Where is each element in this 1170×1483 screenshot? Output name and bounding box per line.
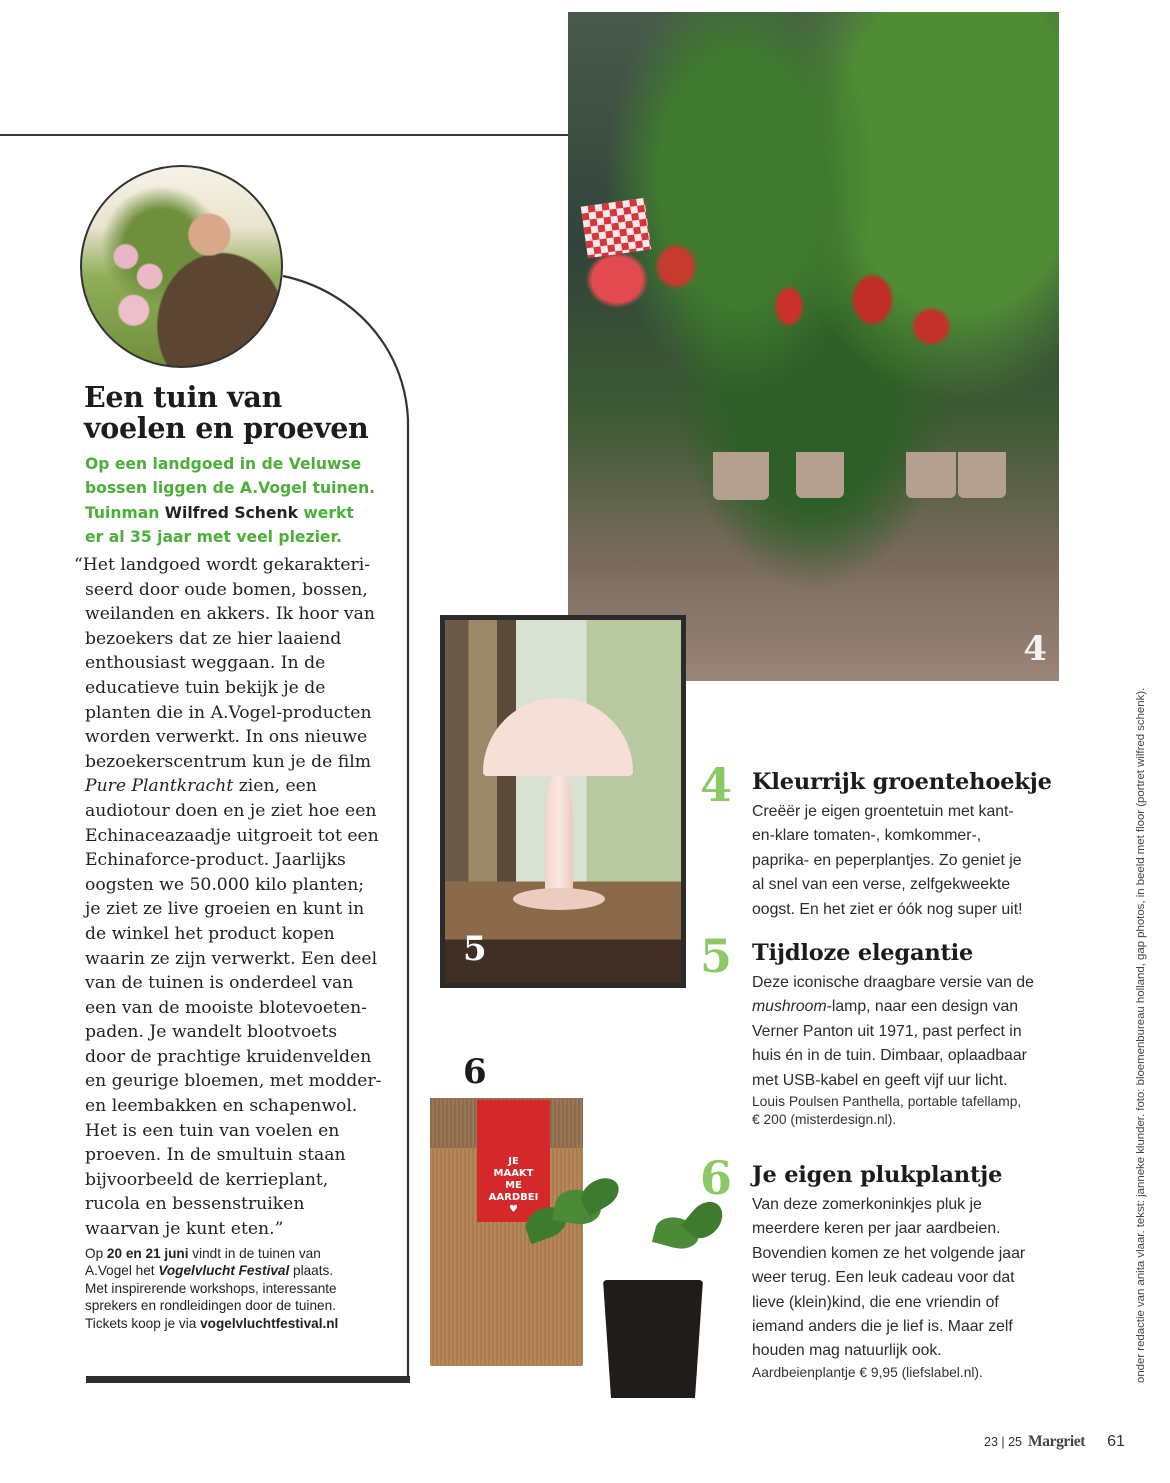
body-text: zien, een — [233, 776, 317, 797]
body-line: bijvoorbeeld de kerrieplant, — [85, 1169, 329, 1190]
event-text: Tickets koop je via — [85, 1315, 201, 1331]
item-title: Tijdloze elegantie — [752, 940, 974, 966]
body-line: paden. Je wandelt blootvoets — [85, 1022, 338, 1043]
item-body-line: iemand anders die je lief is. Maar zelf — [752, 1318, 1013, 1336]
event-line — [85, 1262, 405, 1279]
item-credit — [752, 1364, 1072, 1382]
body-line: oogsten we 50.000 kilo planten; — [85, 874, 365, 895]
item-number: 5 — [700, 929, 733, 983]
item-body-line: Verner Panton uit 1971, past perfect in — [752, 1022, 1022, 1040]
article-body-quote — [74, 553, 404, 1242]
headline-line-1: Een tuin van — [84, 380, 283, 414]
item-body-line: Deze iconische draagbare versie van de — [752, 974, 1034, 991]
body-line: worden verwerkt. In ons nieuwe — [85, 727, 368, 748]
photo-text-credits: onder redactie van anita vlaar. tekst: janneke klunder. foto: bloemenbureau holland, gap photos, in beeld met floor (portret wilfred schenk). — [1135, 687, 1147, 1383]
body-line: bezoekers dat ze hier laaiend — [85, 628, 342, 649]
body-line: planten die in A.Vogel-producten — [85, 702, 372, 723]
item-body-line: huis én in de tuin. Dimbaar, oplaadbaar — [752, 1047, 1027, 1065]
event-line — [85, 1245, 405, 1262]
item-body-line: en-klare tomaten-, komkommer-, — [752, 827, 982, 845]
intro-line: er al 35 jaar met veel plezier. — [85, 528, 342, 547]
item-body-line: met USB-kabel en geeft vijf uur licht. — [752, 1071, 1008, 1089]
body-line: en leembakken en schapenwol. — [85, 1096, 358, 1117]
body-line: proeven. In de smultuin staan — [85, 1145, 346, 1166]
body-line: de winkel het product kopen — [85, 923, 335, 944]
bag-label-text: AARDBEI — [488, 1192, 539, 1203]
body-line: weilanden en akkers. Ik hoor van — [85, 604, 375, 625]
body-line: audiotour doen en je ziet hoe een — [85, 800, 377, 821]
event-info — [85, 1245, 405, 1332]
credit-line: Aardbeienplantje € 9,95 (liefslabel.nl). — [752, 1364, 983, 1380]
intro-person-name: Wilfred Schenk — [164, 503, 298, 522]
article-intro — [85, 452, 405, 550]
headline-line-2: voelen en proeven — [84, 411, 369, 445]
item-number: 4 — [700, 758, 733, 812]
frame-bottom-bar — [86, 1376, 410, 1383]
body-line: van de tuinen is onderdeel van — [85, 973, 354, 994]
item-body-line: al snel van een verse, zelfgekweekte — [752, 876, 1011, 894]
lamp-base — [513, 888, 605, 910]
item-body-line — [752, 995, 1072, 1019]
body-line: rucola en bessenstruiken — [85, 1194, 305, 1215]
item-body-line: weer terug. Een leuk cadeau voor dat — [752, 1269, 1015, 1287]
item-body-line: houden mag natuurlijk ook. — [752, 1342, 942, 1360]
body-line: “Het landgoed wordt gekarakteri- — [74, 555, 371, 575]
bag-label-text: MAAKT — [493, 1168, 534, 1179]
bag-label-text: JE — [508, 1156, 519, 1167]
body-line: waarvan je kunt eten.” — [85, 1219, 284, 1240]
item-title: Je eigen plukplantje — [752, 1162, 1003, 1188]
flower-pot — [958, 452, 1006, 498]
credit-line: Louis Poulsen Panthella, portable tafellamp, — [752, 1094, 1022, 1110]
body-line: Echinaforce-product. Jaarlijks — [85, 850, 346, 871]
magazine-logo: Margriet — [1028, 1433, 1086, 1450]
credit-line: € 200 (misterdesign.nl). — [752, 1112, 897, 1128]
photo-vegetable-corner — [568, 12, 1059, 681]
body-line: Echinaceazaadje uitgroeit tot een — [85, 825, 379, 846]
body-line: educatieve tuin bekijk je de — [85, 677, 326, 698]
heart-icon: ♥ — [509, 1204, 518, 1215]
item-body-line: oogst. En het ziet er óók nog super uit! — [752, 900, 1023, 918]
strawberry-plant — [525, 1180, 715, 1400]
body-line: bezoekerscentrum kun je de film — [85, 751, 372, 772]
flower-pot — [713, 452, 769, 500]
intro-text: Tuinman — [85, 503, 165, 522]
event-dates: 20 en 21 juni — [106, 1246, 189, 1261]
intro-line — [85, 501, 405, 525]
festival-name: Vogelvlucht Festival — [158, 1263, 290, 1279]
body-line: seerd door oude bomen, bossen, — [85, 579, 368, 600]
event-line: sprekers en rondleidingen door de tuinen. — [85, 1298, 336, 1314]
flower-pot — [796, 452, 844, 498]
portrait-photo-wilfred-schenk — [80, 165, 283, 368]
photo-number-6: 6 — [463, 1052, 487, 1092]
intro-line: Op een landgoed in de Veluwse — [85, 455, 362, 473]
photo-number-5: 5 — [463, 929, 487, 969]
plant-pot — [603, 1280, 703, 1398]
item-body — [752, 1193, 1072, 1382]
top-rule — [0, 134, 568, 136]
photo-mushroom-lamp — [440, 615, 686, 988]
item-body-line: lieve (klein)kind, die ene vriendin of — [752, 1293, 999, 1311]
body-line: Het is een tuin van voelen en — [85, 1120, 340, 1141]
article-headline — [84, 382, 404, 444]
bag-label-text: ME — [505, 1180, 522, 1191]
item-body-line: Van deze zomerkoninkjes pluk je — [752, 1196, 982, 1213]
intro-line: bossen liggen de A.Vogel tuinen. — [85, 479, 376, 498]
issue-number: 23 | 25 — [984, 1435, 1023, 1449]
checkered-cloth — [581, 198, 652, 258]
event-text: A.Vogel het — [85, 1263, 159, 1279]
body-line: je ziet ze live groeien en kunt in — [85, 899, 365, 920]
body-line: en geurige bloemen, met modder- — [85, 1071, 382, 1092]
film-title: Pure Plantkracht — [85, 776, 234, 797]
item-body-line: meerdere keren per jaar aardbeien. — [752, 1220, 1001, 1238]
item-credit — [752, 1093, 1072, 1129]
page-number: 61 — [1107, 1433, 1125, 1450]
body-line: door de prachtige kruidenvelden — [85, 1046, 372, 1067]
body-line: waarin ze zijn verwerkt. Een deel — [85, 948, 378, 969]
festival-website-link[interactable]: vogelvluchtfestival.nl — [200, 1315, 339, 1331]
page-footer — [984, 1433, 1125, 1451]
item-body-line: paprika- en peperplantjes. Zo geniet je — [752, 851, 1022, 869]
intro-text: werkt — [297, 503, 354, 522]
item-body — [752, 800, 1072, 922]
event-line: Met inspirerende workshops, interessante — [85, 1280, 337, 1296]
body-line — [74, 774, 404, 799]
item-title: Kleurrijk groentehoekje — [752, 769, 1052, 795]
item-body — [752, 971, 1072, 1129]
lamp-shade — [483, 698, 633, 776]
item-body-italic: mushroom — [752, 998, 827, 1016]
event-line — [85, 1315, 405, 1332]
flower-pot — [906, 452, 956, 498]
item-body-text: -lamp, naar een design van — [826, 998, 1019, 1016]
item-number: 6 — [700, 1151, 733, 1205]
body-line: enthousiast weggaan. In de — [85, 653, 326, 674]
item-body-line: Bovendien komen ze het volgende jaar — [752, 1244, 1026, 1262]
lamp-stem — [545, 775, 573, 895]
body-line: een van de mooiste blotevoeten- — [85, 997, 367, 1018]
event-text: Op — [85, 1246, 107, 1261]
photo-number-4: 4 — [1023, 629, 1047, 669]
event-text: vindt in de tuinen van — [188, 1246, 321, 1261]
event-text: plaats. — [289, 1263, 334, 1279]
item-body-line: Creëër je eigen groentetuin met kant- — [752, 803, 1014, 820]
